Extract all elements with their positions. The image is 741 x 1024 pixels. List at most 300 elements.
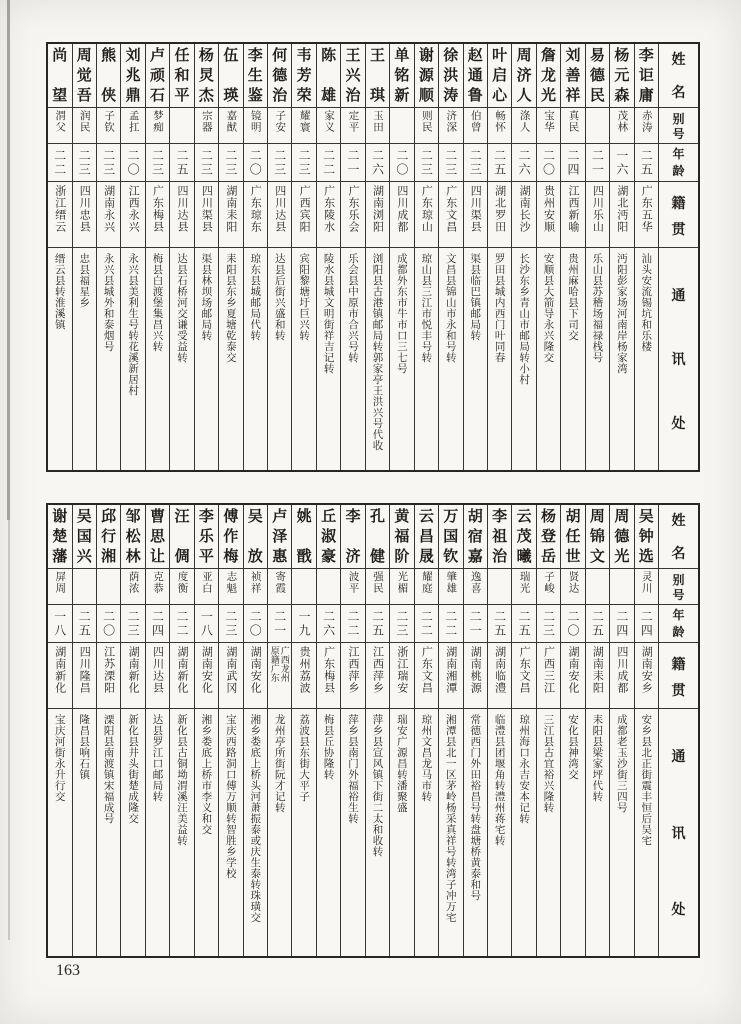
entry-age: 二〇 xyxy=(97,605,120,643)
entry-column xyxy=(585,505,609,956)
entry-address: 成都外东市牛市口三七号 xyxy=(395,253,408,374)
entry-name: 胡 宿 嘉 xyxy=(464,505,487,569)
entry-alias xyxy=(317,569,340,605)
entry-name: 胡 任 世 xyxy=(561,505,584,569)
entry-native: 湖南武冈 xyxy=(219,643,242,709)
entry-alias xyxy=(73,569,96,605)
entry-address: 龙州亭所街阮才记转 xyxy=(273,714,286,813)
entry-age: 二〇 xyxy=(121,144,144,182)
entry-alias: 瑞光 xyxy=(512,569,535,605)
entry-alias: 耀寰 xyxy=(292,108,315,144)
entry-native: 广西三江 xyxy=(537,643,560,709)
header-alias-label: 别 号 xyxy=(659,569,698,605)
entry-alias: 真民 xyxy=(561,108,584,144)
entry-native: 湖南永兴 xyxy=(97,182,120,248)
entry-native: 湖南浏阳 xyxy=(366,182,389,248)
entry-native: 四川渠县 xyxy=(464,182,487,248)
entry-column xyxy=(340,44,364,470)
entry-column xyxy=(463,505,487,956)
entry-name: 周 锦 文 xyxy=(586,505,609,569)
entry-column xyxy=(585,44,609,470)
entry-alias: 波平 xyxy=(341,569,364,605)
entry-age: 二三 xyxy=(219,144,242,182)
entry-native: 四川乐山 xyxy=(586,182,609,248)
entry-age: 二五 xyxy=(635,144,658,182)
entry-address: 安化县神湾交 xyxy=(566,714,579,780)
entry-name: 李 祖 治 xyxy=(488,505,511,569)
entry-column xyxy=(414,44,438,470)
entry-address: 宝庆西路洞口傅万顺转智胜乡学校 xyxy=(224,714,237,879)
entry-age: 二三 xyxy=(537,605,560,643)
entry-age: 二五 xyxy=(488,605,511,643)
entry-name: 邱 行 湘 xyxy=(97,505,120,569)
entry-address: 琼州文昌龙马市转 xyxy=(420,714,433,802)
entry-alias: 梦痴 xyxy=(146,108,169,144)
entry-name: 李 生 鉴 xyxy=(244,44,267,108)
entry-native: 四川渠县 xyxy=(195,182,218,248)
entry-column xyxy=(169,44,193,470)
header-name-label: 姓 名 xyxy=(659,44,698,108)
entry-alias: 畅怀 xyxy=(488,108,511,144)
entry-address: 溧阳县南渡镇宋福成号 xyxy=(102,714,115,824)
entry-age: 二六 xyxy=(317,605,340,643)
entry-alias: 祯祥 xyxy=(244,569,267,605)
entry-column xyxy=(194,44,218,470)
header-column xyxy=(658,44,698,470)
entry-native: 广东文昌 xyxy=(512,643,535,709)
entry-column xyxy=(145,505,169,956)
entry-age: 二三 xyxy=(390,605,413,643)
entry-age: 二五 xyxy=(488,144,511,182)
directory-table-top xyxy=(46,42,700,472)
entry-age: 二三 xyxy=(121,605,144,643)
entry-alias: 玉田 xyxy=(366,108,389,144)
entry-native: 江西萍乡 xyxy=(341,643,364,709)
entry-address: 缙云县转淮溪镇 xyxy=(53,253,66,330)
entry-name: 徐 洪 涛 xyxy=(439,44,462,108)
entry-alias xyxy=(97,569,120,605)
entry-address: 达县后街兴盛和转 xyxy=(273,253,286,341)
entry-native: 湖南安化 xyxy=(561,643,584,709)
entry-alias: 度衡 xyxy=(170,569,193,605)
entry-name: 云 茂 曦 xyxy=(512,505,535,569)
entry-address: 荔波县东街大平子 xyxy=(298,714,311,802)
entry-native: 四川成都 xyxy=(390,182,413,248)
entry-native: 浙江缙云 xyxy=(48,182,71,248)
entry-native: 湖南安化 xyxy=(195,643,218,709)
entry-alias: 子钦 xyxy=(97,108,120,144)
entry-column xyxy=(511,44,535,470)
entry-age: 二五 xyxy=(170,144,193,182)
entry-column xyxy=(365,505,389,956)
entry-address: 耒阳县东乡夏塘乾泰交 xyxy=(224,253,237,363)
entry-age: 一八 xyxy=(195,605,218,643)
entry-address: 琼山县三江市悦丰号转 xyxy=(420,253,433,363)
entry-native: 湖南耒阳 xyxy=(219,182,242,248)
entry-address: 忠县福星乡 xyxy=(78,253,91,308)
entry-column xyxy=(609,44,633,470)
entry-column xyxy=(438,44,462,470)
entry-native: 广西龙州 原籍广东 xyxy=(268,643,291,709)
entry-column xyxy=(145,44,169,470)
entry-alias: 强民 xyxy=(366,569,389,605)
entry-age: 二五 xyxy=(366,605,389,643)
entry-native: 湖南湘潭 xyxy=(439,643,462,709)
entry-alias xyxy=(390,108,413,144)
entry-name: 云 昌 晟 xyxy=(415,505,438,569)
entry-alias: 宗器 xyxy=(195,108,218,144)
entry-name: 卢 顽 石 xyxy=(146,44,169,108)
entry-age: 二一 xyxy=(464,605,487,643)
entry-name: 谢 源 顺 xyxy=(415,44,438,108)
entry-native: 湖北罗田 xyxy=(488,182,511,248)
header-age-label: 年 龄 xyxy=(659,144,698,182)
entry-address: 梅县丘协隆转 xyxy=(322,714,335,780)
entry-age: 二四 xyxy=(635,605,658,643)
entry-column xyxy=(291,44,315,470)
entry-column xyxy=(218,44,242,470)
entry-native: 湖北沔阳 xyxy=(610,182,633,248)
entry-column xyxy=(463,44,487,470)
entry-address: 陵水县城文明街祥吉记转 xyxy=(322,253,335,374)
entry-name: 叶 启 心 xyxy=(488,44,511,108)
entry-native: 贵州荔波 xyxy=(292,643,315,709)
entry-native: 湖南新化 xyxy=(170,643,193,709)
entry-address: 贵州麻哈县下司交 xyxy=(566,253,579,341)
entry-native: 广东梅县 xyxy=(146,182,169,248)
header-age-label: 年 龄 xyxy=(659,605,698,643)
header-name-label: 姓 名 xyxy=(659,505,698,569)
entry-native: 广东乐会 xyxy=(341,182,364,248)
entry-address: 安乡县北正街震丰恒后吴宅 xyxy=(640,714,653,846)
entry-name: 詹 龙 光 xyxy=(537,44,560,108)
entry-age: 二〇 xyxy=(537,144,560,182)
entry-age: 二三 xyxy=(195,144,218,182)
entry-column xyxy=(72,505,96,956)
entry-address: 梅县白渡堡集昌兴转 xyxy=(151,253,164,352)
entry-name: 王 琪 xyxy=(366,44,389,108)
entry-name: 尚 望 xyxy=(48,44,71,108)
entry-name: 卢 泽 惠 xyxy=(268,505,291,569)
entry-name: 曹 思 让 xyxy=(146,505,169,569)
entry-native: 广东梅县 xyxy=(317,643,340,709)
entry-name: 刘 兆 鼎 xyxy=(121,44,144,108)
directory-table-bottom xyxy=(46,503,700,958)
entry-name: 杨 元 森 xyxy=(610,44,633,108)
entry-alias: 镜明 xyxy=(244,108,267,144)
entry-native: 江西萍乡 xyxy=(366,643,389,709)
entry-address: 瑞安广源昌转潘聚盛 xyxy=(395,714,408,813)
entry-address: 成都老玉沙街三四号 xyxy=(615,714,628,813)
entry-native: 湖南长沙 xyxy=(512,182,535,248)
entry-age: 二六 xyxy=(512,144,535,182)
entry-address: 乐山县苏稽场福禄栈号 xyxy=(591,253,604,363)
entry-address: 汕头安流锡坑和乐楼 xyxy=(640,253,653,352)
entry-native: 广东五华 xyxy=(635,182,658,248)
entry-age: 一八 xyxy=(48,605,71,643)
entry-native: 广东文昌 xyxy=(439,182,462,248)
entry-native: 广东琼山 xyxy=(415,182,438,248)
entry-column xyxy=(267,505,291,956)
entry-native: 江西新喻 xyxy=(561,182,584,248)
entry-name: 何 德 治 xyxy=(268,44,291,108)
entry-age: 二〇 xyxy=(561,605,584,643)
entry-native: 四川达县 xyxy=(268,182,291,248)
entry-name: 周 济 人 xyxy=(512,44,535,108)
entry-age: 一九 xyxy=(292,605,315,643)
entry-alias: 灵川 xyxy=(635,569,658,605)
entry-alias: 定平 xyxy=(341,108,364,144)
entry-alias: 赤涛 xyxy=(635,108,658,144)
entry-alias xyxy=(292,569,315,605)
entry-age: 二四 xyxy=(610,605,633,643)
entry-alias: 嘉猷 xyxy=(219,108,242,144)
header-native-label: 籍 贯 xyxy=(659,182,698,248)
entry-alias: 志魁 xyxy=(219,569,242,605)
entry-alias: 子峻 xyxy=(537,569,560,605)
entry-age: 二四 xyxy=(146,605,169,643)
entry-column xyxy=(511,505,535,956)
entry-age: 二三 xyxy=(415,144,438,182)
entry-alias: 济深 xyxy=(439,108,462,144)
entry-alias: 屏周 xyxy=(48,569,71,605)
entry-column xyxy=(389,44,413,470)
entry-address: 常德西门外田裕昌号转盘塘桥黄泰和号 xyxy=(469,714,482,901)
entry-age: 二四 xyxy=(561,144,584,182)
entry-address: 文昌县锦山市永和号转 xyxy=(444,253,457,363)
entry-name: 吴 国 兴 xyxy=(73,505,96,569)
entry-native: 江西永兴 xyxy=(121,182,144,248)
entry-address: 三江县古宜裕兴隆转 xyxy=(542,714,555,813)
entry-native: 江苏溧阳 xyxy=(97,643,120,709)
entry-address: 耒阳县梁家坪代转 xyxy=(591,714,604,802)
entry-column xyxy=(560,505,584,956)
entry-name: 熊 侠 xyxy=(97,44,120,108)
entry-alias xyxy=(610,569,633,605)
entry-age: 二一 xyxy=(586,144,609,182)
entry-address: 乐会县中原市合兴号转 xyxy=(347,253,360,363)
entry-alias: 茂林 xyxy=(610,108,633,144)
entry-name: 丘 淑 豪 xyxy=(317,505,340,569)
entry-native: 四川达县 xyxy=(170,182,193,248)
entry-age: 二〇 xyxy=(244,605,267,643)
entry-alias: 则民 xyxy=(415,108,438,144)
entry-native: 湖南新化 xyxy=(48,643,71,709)
entry-name: 杨 炅 杰 xyxy=(195,44,218,108)
entry-address: 达县罗江口邮局转 xyxy=(151,714,164,802)
entry-age: 二五 xyxy=(512,605,535,643)
entry-alias: 贤达 xyxy=(561,569,584,605)
entry-name: 李 乐 平 xyxy=(195,505,218,569)
entry-alias: 孟扛 xyxy=(121,108,144,144)
entry-address: 湘乡娄底上桥市李义和交 xyxy=(200,714,213,835)
entry-native: 广西宾阳 xyxy=(292,182,315,248)
entry-column xyxy=(48,505,71,956)
entry-column xyxy=(316,44,340,470)
entry-column xyxy=(316,505,340,956)
entry-name: 傅 作 梅 xyxy=(219,505,242,569)
entry-alias: 宝华 xyxy=(537,108,560,144)
entry-age: 二五 xyxy=(73,605,96,643)
entry-column xyxy=(291,505,315,956)
entry-address: 沔阳彭家场河南岸杨家湾 xyxy=(615,253,628,374)
entry-name: 李 讵 庸 xyxy=(635,44,658,108)
entry-age: 二三 xyxy=(268,144,291,182)
entry-address: 隆昌县响石镇 xyxy=(78,714,91,780)
entry-address: 萍乡县宣风镇下街二太和收转 xyxy=(371,714,384,857)
entry-address: 渠县林坝场邮局转 xyxy=(200,253,213,341)
entry-name: 吴 放 xyxy=(244,505,267,569)
entry-name: 王 兴 治 xyxy=(341,44,364,108)
entry-native: 广东琼东 xyxy=(244,182,267,248)
entry-address: 萍乡县南门外福裕生转 xyxy=(347,714,360,824)
entry-age: 一六 xyxy=(610,144,633,182)
entry-age: 二二 xyxy=(341,605,364,643)
entry-age: 二二 xyxy=(48,144,71,182)
entry-address: 长沙东乡青山市邮局转小村 xyxy=(518,253,531,385)
entry-alias: 耀庭 xyxy=(415,569,438,605)
entry-alias: 寄霞 xyxy=(268,569,291,605)
entry-address: 渠县临巴镇邮局转 xyxy=(469,253,482,341)
entry-age: 二一 xyxy=(268,605,291,643)
entry-column xyxy=(243,505,267,956)
entry-column xyxy=(243,44,267,470)
entry-address: 浏阳县古港镇邮局转郭家亭王洪兴号代收 xyxy=(371,253,384,451)
entry-native: 湖南临澧 xyxy=(488,643,511,709)
entry-age: 二三 xyxy=(146,144,169,182)
entry-name: 黄 福 阶 xyxy=(390,505,413,569)
entry-native: 湖南耒阳 xyxy=(586,643,609,709)
entry-age: 二二 xyxy=(439,605,462,643)
entry-column xyxy=(218,505,242,956)
entry-address: 新化县古铜坳渭溪汪美益转 xyxy=(175,714,188,846)
entry-age: 二三 xyxy=(219,605,242,643)
header-address-label: 通 讯 处 xyxy=(671,287,686,431)
entry-alias xyxy=(586,569,609,605)
scan-artifact-left-edge xyxy=(7,0,10,520)
entry-name: 单 铭 新 xyxy=(390,44,413,108)
entry-name: 周 德 光 xyxy=(610,505,633,569)
entry-native: 广东文昌 xyxy=(415,643,438,709)
entry-age: 二一 xyxy=(341,144,364,182)
entry-column xyxy=(340,505,364,956)
entry-address: 琼州海口永吉安本记转 xyxy=(518,714,531,824)
entry-name: 周 觉 吾 xyxy=(73,44,96,108)
entry-column xyxy=(414,505,438,956)
entry-age: 二五 xyxy=(586,605,609,643)
header-address-label: 通 讯 处 xyxy=(671,748,686,917)
entry-age: 二三 xyxy=(73,144,96,182)
entry-name: 赵 通 鲁 xyxy=(464,44,487,108)
entry-name: 李 济 xyxy=(341,505,364,569)
entry-address: 湘乡娄底上桥头河萧振泰或庆生泰转珠璜交 xyxy=(249,714,262,923)
entry-alias: 润民 xyxy=(73,108,96,144)
entry-column xyxy=(560,44,584,470)
entry-column xyxy=(536,44,560,470)
entry-alias: 逸喜 xyxy=(464,569,487,605)
entry-address: 永兴县美利生号转花溪新居村 xyxy=(127,253,140,396)
entry-name: 伍 瑛 xyxy=(219,44,242,108)
entry-native: 浙江瑞安 xyxy=(390,643,413,709)
entry-alias: 肇雄 xyxy=(439,569,462,605)
entry-name: 万 国 钦 xyxy=(439,505,462,569)
header-column xyxy=(658,505,698,956)
entry-age: 二〇 xyxy=(390,144,413,182)
entry-name: 孔 健 xyxy=(366,505,389,569)
entry-address: 湘潭县北一区茅岭杨采真祥号转湾子冲万宅 xyxy=(444,714,457,923)
entry-column xyxy=(72,44,96,470)
entry-alias: 涤人 xyxy=(512,108,535,144)
header-alias-label: 别 号 xyxy=(659,108,698,144)
entry-native: 湖南新化 xyxy=(121,643,144,709)
entry-name: 韦 芳 荣 xyxy=(292,44,315,108)
entry-name: 谢 楚 藩 xyxy=(48,505,71,569)
entry-alias: 克恭 xyxy=(146,569,169,605)
entry-alias xyxy=(488,569,511,605)
entry-name: 吴 钟 选 xyxy=(635,505,658,569)
entry-column xyxy=(487,44,511,470)
entry-name: 邹 松 林 xyxy=(121,505,144,569)
entry-name: 姚 戬 xyxy=(292,505,315,569)
entry-age: 二三 xyxy=(97,144,120,182)
entry-alias: 家义 xyxy=(317,108,340,144)
entry-column xyxy=(634,505,658,956)
entry-age: 二三 xyxy=(439,144,462,182)
entry-age: 二三 xyxy=(464,144,487,182)
entry-address: 罗田县城内西门叶同春 xyxy=(493,253,506,363)
entry-column xyxy=(438,505,462,956)
entry-address: 新化县井头街楚成隆交 xyxy=(127,714,140,824)
entry-column xyxy=(120,505,144,956)
entry-alias: 伯曾 xyxy=(464,108,487,144)
entry-age: 二二 xyxy=(415,605,438,643)
entry-address: 达县石桥河交谦受益转 xyxy=(175,253,188,363)
entry-alias: 渭父 xyxy=(48,108,71,144)
entry-column xyxy=(365,44,389,470)
entry-native: 广东陵水 xyxy=(317,182,340,248)
entry-age: 二六 xyxy=(366,144,389,182)
entry-column xyxy=(120,44,144,470)
entry-address: 安顺县大箭导永兴隆交 xyxy=(542,253,555,363)
entry-alias: 荫浓 xyxy=(121,569,144,605)
entry-address: 琼东县城邮局代转 xyxy=(249,253,262,341)
entry-native: 四川成都 xyxy=(610,643,633,709)
entry-column xyxy=(96,44,120,470)
scan-artifact-left-edge-lower xyxy=(8,520,10,940)
header-native-label: 籍 贯 xyxy=(659,643,698,709)
entry-alias: 光楣 xyxy=(390,569,413,605)
entry-native: 湖南安乡 xyxy=(635,643,658,709)
entry-column xyxy=(487,505,511,956)
entry-alias xyxy=(586,108,609,144)
entry-column xyxy=(267,44,291,470)
entry-name: 汪 倜 xyxy=(170,505,193,569)
entry-address: 宾阳黎塘圩巨兴转 xyxy=(298,253,311,341)
entry-column xyxy=(48,44,71,470)
entry-name: 陈 雄 xyxy=(317,44,340,108)
entry-age: 二三 xyxy=(292,144,315,182)
entry-name: 任 和 平 xyxy=(170,44,193,108)
entry-alias xyxy=(170,108,193,144)
entry-column xyxy=(634,44,658,470)
entry-column xyxy=(169,505,193,956)
entry-address: 临澧县团堰角转澧州蒋宅转 xyxy=(493,714,506,846)
entry-column xyxy=(536,505,560,956)
entry-age: 二二 xyxy=(170,605,193,643)
entry-native: 湖南桃源 xyxy=(464,643,487,709)
entry-native: 四川忠县 xyxy=(73,182,96,248)
entry-column xyxy=(609,505,633,956)
